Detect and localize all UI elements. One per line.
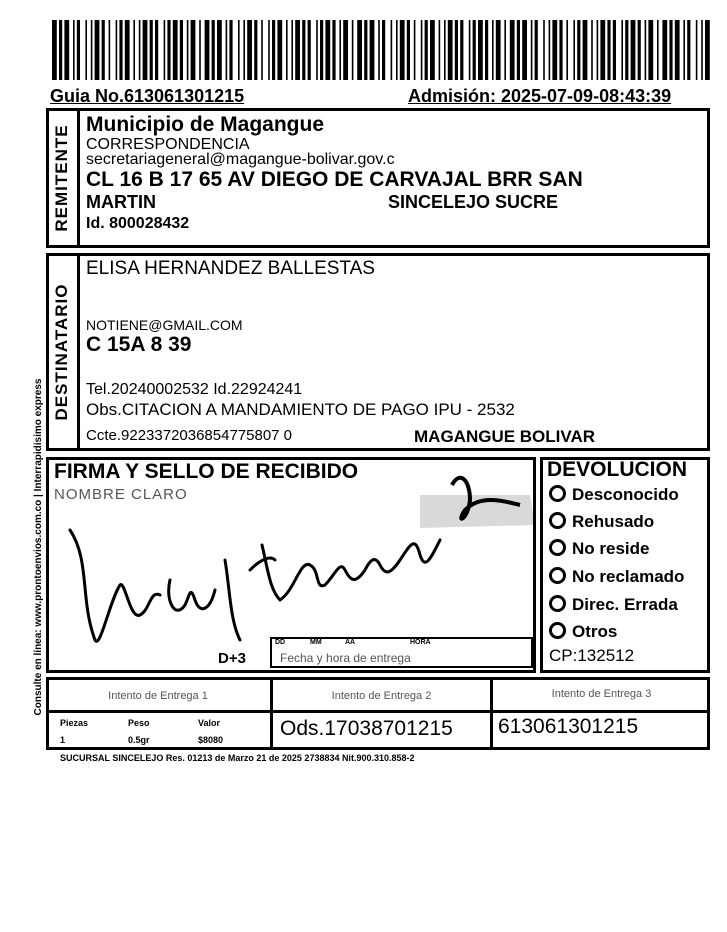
option-no-reside: [549, 539, 649, 559]
radio-circle-icon: [549, 539, 566, 556]
barcode-bar: [119, 20, 122, 80]
remitente-city: SINCELEJO SUCRE: [388, 192, 559, 212]
option-no-reclamado: [549, 567, 684, 587]
barcode-bar: [469, 20, 471, 80]
barcode-bar: [286, 20, 288, 80]
barcode-bar: [217, 20, 222, 80]
guia-number: 613061301215: [498, 715, 639, 738]
destinatario-city: MAGANGUE BOLIVAR: [414, 427, 596, 446]
value-piezas: 1: [60, 735, 66, 745]
barcode-bar: [357, 20, 362, 80]
barcode-bar: [504, 20, 506, 80]
barcode-bar: [143, 20, 148, 80]
barcode-bar: [332, 20, 335, 80]
firma-title: FIRMA Y SELLO DE RECIBIDO: [54, 460, 359, 483]
barcode-bar: [295, 20, 300, 80]
barcode-bar: [261, 20, 263, 80]
barcode-bar: [116, 20, 118, 80]
destinatario-cte: Ccte.9223372036854775807 0: [86, 427, 293, 444]
barcode-bar: [414, 20, 416, 80]
remitente-id: Id. 800028432: [86, 215, 190, 232]
barcode-bar: [439, 20, 441, 80]
option-desconocido: [549, 485, 679, 505]
barcode-bar: [425, 20, 428, 80]
barcode-bar: [139, 20, 141, 80]
barcode-bar: [648, 20, 653, 80]
bottom-footnote: SUCURSAL SINCELEJO Res. 01213 de Marzo 21 de 2025 2738834 Nit.900.310.858-2: [60, 753, 415, 763]
radio-circle-icon: [549, 567, 566, 584]
remitente-address-line2: MARTIN: [86, 192, 156, 212]
barcode-bar: [59, 20, 62, 80]
option-label: Desconocido: [572, 485, 679, 504]
option-label: No reside: [572, 539, 650, 558]
barcode-bar: [91, 20, 93, 80]
barcode-bar: [522, 20, 527, 80]
destinatario-tel: Tel.20240002532 Id.22924241: [86, 381, 303, 398]
remitente-dept: CORRESPONDENCIA: [86, 136, 250, 153]
destinatario-email: NOTIENE@GMAIL.COM: [86, 317, 243, 333]
barcode-bar: [364, 20, 367, 80]
barcode-bar: [155, 20, 158, 80]
barcode-bar: [226, 20, 228, 80]
destinatario-name: ELISA HERNANDEZ BALLESTAS: [86, 258, 375, 279]
barcode-bar: [448, 20, 453, 80]
radio-circle-icon: [549, 622, 566, 639]
barcode-bar: [430, 20, 435, 80]
barcode-bar: [396, 20, 398, 80]
barcode-bar: [238, 20, 240, 80]
barcode-bar: [600, 20, 605, 80]
barcode-bar: [316, 20, 318, 80]
barcode-bar: [687, 20, 690, 80]
barcode-bar: [613, 20, 616, 80]
barcode-bar: [320, 20, 323, 80]
ods-number: Ods.17038701215: [280, 717, 453, 740]
intento-2: Intento de Entrega 2: [331, 690, 432, 702]
barcode-bar: [73, 20, 75, 80]
value-valor: $8080: [198, 735, 224, 745]
option-label: Rehusado: [572, 512, 655, 531]
remitente-name: Municipio de Magangue: [86, 113, 325, 136]
barcode-bar: [77, 20, 80, 80]
barcode-bar: [573, 20, 575, 80]
guia-number-header: Guia No.613061301215: [50, 86, 245, 106]
barcode-bar: [52, 20, 57, 80]
barcode-bar: [455, 20, 458, 80]
barcode-bar: [325, 20, 330, 80]
barcode-bar: [272, 20, 275, 80]
barcode-bar: [566, 20, 568, 80]
barcode-bar: [268, 20, 270, 80]
remitente-email: secretariageneral@magangue-bolivar.gov.c: [86, 151, 395, 168]
barcode-bar: [621, 20, 623, 80]
barcode-bar: [229, 20, 232, 80]
barcode-bar: [657, 20, 659, 80]
option-label: Otros: [572, 622, 618, 641]
barcode-bar: [187, 20, 189, 80]
barcode-bar: [597, 20, 599, 80]
barcode-bar: [696, 20, 698, 80]
barcode-bar: [109, 20, 111, 80]
barcode-bar: [212, 20, 215, 80]
barcode-bar: [150, 20, 153, 80]
radio-circle-icon: [549, 595, 566, 612]
barcode-bar: [631, 20, 636, 80]
option-rehusado: [549, 512, 654, 532]
radio-circle-icon: [549, 485, 566, 502]
barcode-bar: [370, 20, 375, 80]
barcode-bar: [638, 20, 641, 80]
barcode-bar: [591, 20, 593, 80]
barcode-bar: [164, 20, 166, 80]
nombre-claro-label: NOMBRE CLARO: [54, 486, 188, 503]
barcode-bar: [517, 20, 520, 80]
destinatario-obs: Obs.CITACION A MANDAMIENTO DE PAGO IPU - 2532: [86, 400, 515, 419]
barcode-bar: [705, 20, 710, 80]
header-piezas: Piezas: [60, 718, 89, 728]
devolucion-cp: CP:132512: [549, 646, 635, 665]
barcode-bar: [510, 20, 515, 80]
option-direc-errada: [549, 595, 678, 615]
barcode-bar: [549, 20, 551, 80]
barcode-bar: [180, 20, 183, 80]
barcode-bar: [625, 20, 628, 80]
barcode-bar: [473, 20, 476, 80]
barcode-bar: [254, 20, 257, 80]
date-label-dd: DD: [275, 639, 286, 646]
barcode-bar: [662, 20, 667, 80]
barcode-bar: [583, 20, 588, 80]
barcode-bar: [552, 20, 557, 80]
barcode-bar: [95, 20, 100, 80]
barcode-bar: [102, 20, 105, 80]
barcode-bar: [247, 20, 252, 80]
barcode-bar: [478, 20, 483, 80]
remitente-label: REMITENTE: [52, 124, 71, 232]
barcode-bar: [133, 20, 135, 80]
barcode-bar: [199, 20, 201, 80]
barcode-bar: [531, 20, 533, 80]
side-website-text: Consulte en línea: www.prontoenvios.com.co | Interrapidisimo express: [33, 378, 44, 716]
intento-3: Intento de Entrega 3: [551, 688, 652, 700]
barcode-bar: [496, 20, 501, 80]
barcode-bar: [343, 20, 348, 80]
option-label: Direc. Errada: [572, 595, 678, 614]
option-label: No reclamado: [572, 567, 685, 586]
barcode-bar: [339, 20, 341, 80]
d3-label: D+3: [218, 650, 246, 667]
barcode-bar: [378, 20, 380, 80]
barcode-bar: [577, 20, 580, 80]
date-label-hora: HORA: [410, 639, 431, 646]
barcode-bar: [308, 20, 311, 80]
admission-timestamp: Admisión: 2025-07-09-08:43:39: [408, 86, 672, 106]
barcode-bar: [64, 20, 69, 80]
barcode-bar: [382, 20, 385, 80]
barcode-bar: [400, 20, 405, 80]
barcode-bar: [391, 20, 393, 80]
barcode-bar: [675, 20, 680, 80]
barcode-bar: [444, 20, 446, 80]
barcode-bar: [352, 20, 354, 80]
barcode-bar: [460, 20, 463, 80]
barcode-bar: [492, 20, 494, 80]
value-peso: 0.5gr: [128, 735, 150, 745]
remitente-address-line1: CL 16 B 17 65 AV DIEGO DE CARVAJAL BRR SAN: [86, 168, 583, 191]
barcode-bar: [645, 20, 647, 80]
barcode-bar: [683, 20, 685, 80]
barcode-bar: [167, 20, 170, 80]
destinatario-label: DESTINATARIO: [52, 283, 71, 421]
barcode-bar: [277, 20, 282, 80]
barcode-bar: [302, 20, 305, 80]
header-peso: Peso: [128, 718, 150, 728]
barcode-bar: [407, 20, 410, 80]
barcode-bar: [543, 20, 545, 80]
barcode-bar: [191, 20, 196, 80]
barcode-bar: [85, 20, 87, 80]
option-otros: [549, 622, 617, 642]
barcode-bar: [421, 20, 423, 80]
barcode-bar: [559, 20, 562, 80]
header-valor: Valor: [198, 718, 221, 728]
date-label-mm: MM: [310, 639, 322, 646]
barcode-bar: [173, 20, 178, 80]
barcode-bar: [535, 20, 538, 80]
barcode-bar: [243, 20, 245, 80]
barcode-bar: [291, 20, 293, 80]
barcode-bar: [125, 20, 130, 80]
intento-1: Intento de Entrega 1: [108, 690, 208, 702]
barcode-bar: [669, 20, 672, 80]
destinatario-address: C 15A 8 39: [86, 333, 192, 356]
radio-circle-icon: [549, 512, 566, 529]
barcode-bar: [205, 20, 210, 80]
devolucion-title: DEVOLUCION: [547, 458, 688, 481]
date-label-aa: AA: [345, 639, 356, 646]
barcode-bar: [701, 20, 703, 80]
barcode-bar: [607, 20, 610, 80]
delivery-date-caption: Fecha y hora de entrega: [280, 651, 411, 665]
barcode: [0, 0, 727, 100]
barcode-bar: [485, 20, 488, 80]
